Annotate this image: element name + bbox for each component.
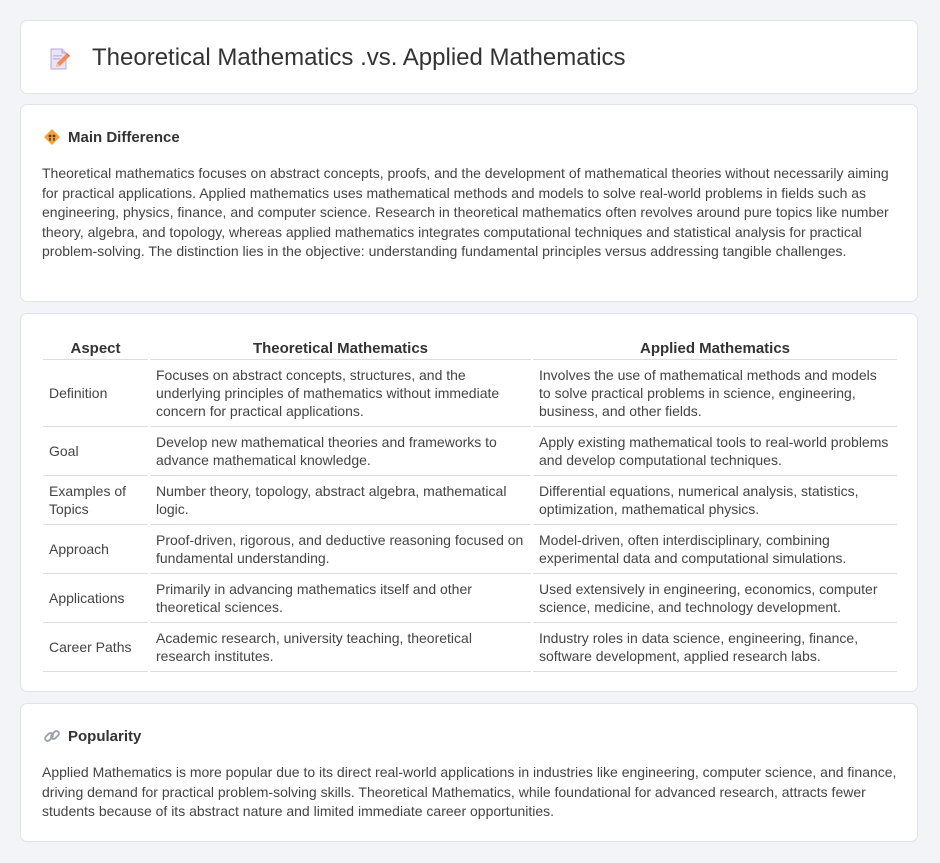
diamond-sign-icon (42, 127, 62, 147)
applied-cell: Industry roles in data science, engineering, finance, software development, applied research labs. (533, 623, 897, 672)
column-header-theoretical: Theoretical Mathematics (150, 335, 531, 360)
applied-cell: Used extensively in engineering, economics, computer science, medicine, and technology development. (533, 574, 897, 623)
aspect-cell: Examples of Topics (43, 476, 148, 525)
popularity-heading: Popularity (68, 727, 142, 745)
table-row (43, 476, 897, 525)
popularity-card (20, 703, 918, 842)
applied-cell: Differential equations, numerical analysis, statistics, optimization, mathematical physics. (533, 476, 897, 525)
applied-cell: Apply existing mathematical tools to real-world problems and develop computational techniques. (533, 427, 897, 476)
page-title: Theoretical Mathematics .vs. Applied Mathematics (92, 44, 626, 71)
applied-cell: Model-driven, often interdisciplinary, combining experimental data and computational simulations. (533, 525, 897, 574)
applied-cell: Involves the use of mathematical methods and models to solve practical problems in science, engineering, business, and other fields. (533, 360, 897, 427)
table-row (43, 574, 897, 623)
table-row (43, 427, 897, 476)
table-row (43, 525, 897, 574)
theoretical-cell: Academic research, university teaching, theoretical research institutes. (150, 623, 531, 672)
comparison-card (20, 313, 918, 692)
aspect-cell: Goal (43, 427, 148, 476)
popularity-text: Applied Mathematics is more popular due to its direct real-world applications in industries like engineering, computer science, and finance, driving demand for practical problem-solving skills. Theoretical Mathematics, while foundational for advanced research, attracts fewer students because of its abstract nature and limited immediate career opportunities. (42, 764, 897, 819)
main-difference-text: Theoretical mathematics focuses on abstract concepts, proofs, and the development of mathematical theories without necessarily aiming for practical applications. Applied mathematics uses mathematical methods and models to solve real-world problems in fields such as engineering, physics, finance, and computer science. Research in theoretical mathematics often revolves around pure topics like number theory, algebra, and topology, whereas applied mathematics integrates computational techniques and statistical analysis for practical problem-solving. The distinction lies in the objective: understanding fundamental principles versus addressing tangible challenges. (42, 165, 889, 259)
document-pencil-icon (47, 47, 71, 71)
theoretical-cell: Proof-driven, rigorous, and deductive reasoning focused on fundamental understanding. (150, 525, 531, 574)
table-header-row (43, 335, 897, 360)
theoretical-cell: Primarily in advancing mathematics itself and other theoretical sciences. (150, 574, 531, 623)
popularity-header (42, 726, 141, 746)
main-difference-header (42, 127, 180, 147)
theoretical-cell: Focuses on abstract concepts, structures, and the underlying principles of mathematics without immediate concern for practical applications. (150, 360, 531, 427)
table-row (43, 360, 897, 427)
aspect-cell: Definition (43, 360, 148, 427)
aspect-cell: Approach (43, 525, 148, 574)
column-header-applied: Applied Mathematics (533, 335, 897, 360)
theoretical-cell: Develop new mathematical theories and frameworks to advance mathematical knowledge. (150, 427, 531, 476)
aspect-cell: Career Paths (43, 623, 148, 672)
table-row (43, 623, 897, 672)
link-icon (42, 726, 62, 746)
comparison-table (41, 335, 899, 672)
main-difference-card (20, 104, 918, 302)
title-card (20, 20, 918, 94)
theoretical-cell: Number theory, topology, abstract algebra, mathematical logic. (150, 476, 531, 525)
main-difference-heading: Main Difference (68, 128, 180, 146)
column-header-aspect: Aspect (43, 335, 148, 360)
aspect-cell: Applications (43, 574, 148, 623)
